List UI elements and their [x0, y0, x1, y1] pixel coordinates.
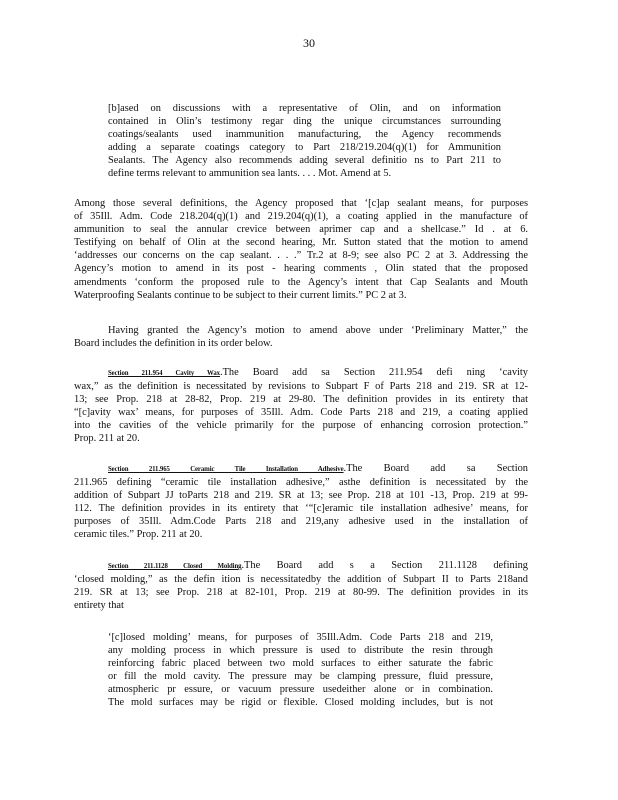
section-intro-text: .The Board add s a Section 211.1128 defining: [241, 560, 528, 571]
section-line: 219. SR at 13; see Prop. 218 at 82-101, Prop. 219 at 80-99. The definition provides in its: [74, 587, 528, 599]
section-intro-text: .The Board add sa Section 211.954 defi ning ‘cavity: [219, 367, 528, 378]
section-line: ‘closed molding,” as the defin ition is necessitatedby the addition of Subpart II to Parts 218and: [74, 574, 528, 586]
quote-line: ‘[c]losed molding’ means, for purposes of 35Ill.Adm. Code Parts 218 and 219,: [108, 632, 493, 643]
quote-line: reinforcing fabric placed between two mold surfaces to either saturate the fabric: [108, 658, 493, 670]
section-line: into the cavities of the vehicle primarily for the purpose of enhancing corrosion protection.”: [74, 420, 528, 432]
paragraph-line: Testifying on behalf of Olin at the second hearing, Mr. Sutton stated that the motion to amend: [74, 237, 528, 249]
section-line: purposes of 35Ill. Adm.Code Parts 218 and 219,any adhesive used in the installation of: [74, 516, 528, 528]
section-line: Prop. 211 at 20.: [74, 433, 140, 445]
section-line: ceramic tiles.” Prop. 211 at 20.: [74, 529, 203, 541]
paragraph-line: Having granted the Agency’s motion to amend above under ‘Preliminary Matter,” the: [108, 325, 528, 336]
paragraph-line: of 35Ill. Adm. Code 218.204(q)(1) and 219.204(q)(1), a coating applied in the manufacture of: [74, 211, 528, 223]
quote-line: The mold surfaces may be rigid or flexible. Closed molding includes, but is not: [108, 697, 493, 709]
section-heading: Section 211.1128 Closed Molding: [108, 563, 242, 570]
block-quote-top: [108, 102, 501, 181]
section-first-line: [74, 559, 528, 573]
paragraph-granted-second-line: [74, 337, 528, 350]
section-line: 112. The definition provides in its entirety that ‘“[c]eramic tile installation adhesive’ means, for: [74, 503, 528, 515]
paragraph-line: Waterproofing Sealants continue to be subject to their current limits.” PC 2 at 3.: [74, 289, 407, 301]
section-line: wax,” as the definition is necessitated by revisions to Subpart F of Parts 218 and 219. SR at 12-: [74, 381, 528, 393]
quote-line: coatings/sealants used inammunition manufacturing, the Agency recommends: [108, 129, 501, 141]
quote-line: adding a separate coatings category to Part 218/219.204(q)(1) for Ammunition: [108, 142, 501, 154]
section-line: entirety that: [74, 600, 124, 612]
section-line: “[c]avity wax’ means, for purposes of 35Ill. Adm. Code Parts 218 and 219, a coating applied: [74, 407, 528, 419]
paragraph-line: Among those several definitions, the Agency proposed that ‘[c]ap sealant means, for purposes: [74, 198, 528, 209]
section-heading: Section 211.965 Ceramic Tile Installation Adhesive: [108, 466, 344, 473]
quote-line: contained in Olin’s testimony regar ding the unique circumstances surrounding: [108, 116, 501, 128]
paragraph-line: ammunition to seal the annular crevice between aprimer cap and a shellcase.” Id . at 6.: [74, 224, 528, 236]
quote-line: or fill the mold cavity. The pressure may be clamping pressure, fluid pressure,: [108, 671, 493, 683]
section-ceramic-tile-adhesive: [74, 462, 528, 542]
quote-line: Sealants. The Agency also recommends adding several definitio ns to Part 211 to: [108, 155, 501, 167]
section-line: 13; see Prop. 218 at 28-82, Prop. 219 at 29-80. The definition provides in its entirety that: [74, 394, 528, 406]
section-first-line: [74, 366, 528, 380]
quote-line: [b]ased on discussions with a representative of Olin, and on information: [108, 103, 501, 114]
section-cavity-wax: [74, 366, 528, 446]
quote-line: atmospheric pr essure, or vacuum pressure usedeither alone or in combination.: [108, 684, 493, 696]
paragraph-line: Agency’s motion to amend in its post - hearing comments , Olin stated that the proposed: [74, 263, 528, 275]
paragraph-granted-first-line: [108, 324, 528, 337]
section-intro-text: .The Board add sa Section: [343, 463, 528, 474]
section-line: 211.965 defining “ceramic tile installation adhesive,” asthe definition is necessitated by the: [74, 477, 528, 489]
paragraph-line: amendments ‘conform the proposed rule to the Agency’s intent that Cap Sealants and Mouth: [74, 276, 528, 288]
section-line: addition of Subpart JJ toParts 218 and 219. SR at 13; see Prop. 218 at 101 -13, Prop. 219 at 99-: [74, 490, 528, 502]
section-heading: Section 211.954 Cavity Wax: [108, 370, 220, 377]
paragraph-line: ‘addresses our concerns on the cap sealant. . . .” Tr.2 at 8-9; see also PC 2 at 3. Addressing the: [74, 250, 528, 262]
page-number: 30: [303, 36, 315, 50]
block-quote-bottom: [108, 631, 493, 710]
quote-line: define terms relevant to ammunition sea lants. . . . Mot. Amend at 5.: [108, 168, 392, 180]
paragraph-line: Board includes the definition in its order below.: [74, 338, 273, 349]
section-first-line: [74, 462, 528, 476]
paragraph-definitions: [74, 197, 528, 302]
section-closed-molding: [74, 559, 528, 612]
quote-line: any molding process in which pressure is used to distribute the resin through: [108, 645, 493, 657]
